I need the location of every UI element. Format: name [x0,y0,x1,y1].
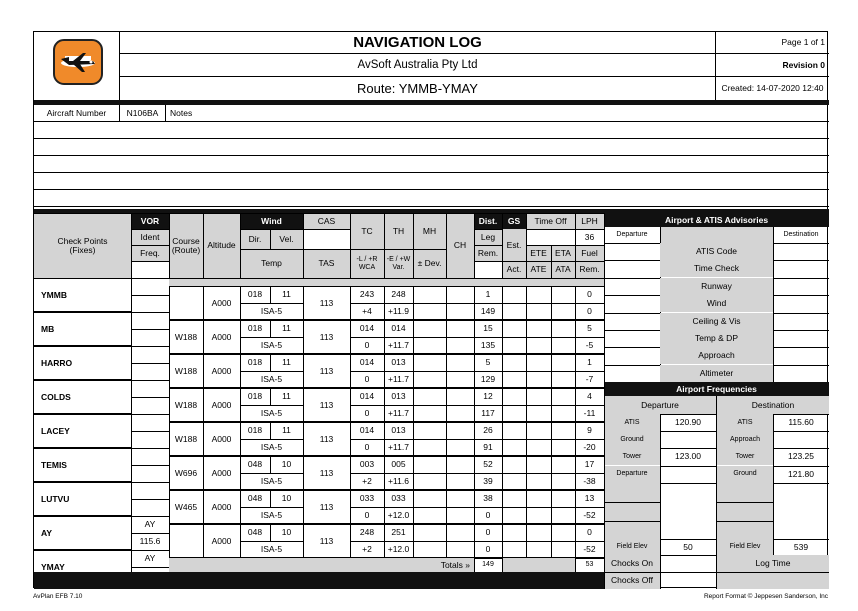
freq-dest-value: 123.25 [788,451,814,462]
notes-label: Notes [170,107,193,118]
leg-th: 013 [391,391,406,402]
header-fuel-rem: Rem. [575,261,604,278]
leg-dist-rem: 129 [480,374,496,385]
fix-freq: 115.6 [139,536,161,547]
leg-tas: 113 [319,467,334,478]
leg-route: W188 [174,365,198,376]
footer-right: Report Format © Jeppesen Sanderson, Inc [703,592,828,600]
header-wind: Wind [240,213,303,229]
leg-var: +11.7 [388,408,409,419]
leg-altitude: A000 [211,331,232,342]
fix-ident: AY [144,519,156,530]
leg-dist-rem: 91 [483,442,493,453]
leg-tc: 033 [359,493,375,504]
header-ata: ATA [551,261,575,278]
leg-route: W696 [174,467,198,478]
leg-wind-vel: 11 [282,357,291,368]
leg-dist: 26 [483,425,493,436]
freq-dest-label: Tower [717,448,773,465]
leg-fuel: 1 [587,357,592,368]
leg-var: +12.0 [387,544,410,555]
leg-fuel-rem: -11 [583,408,596,419]
leg-temp: ISA-5 [260,544,283,555]
airplane-icon [55,41,101,83]
header-freq: Freq. [131,245,169,261]
leg-fuel: 4 [587,391,592,402]
atis-item: Approach [660,347,773,364]
chocks-off-label: Chocks Off [604,572,660,589]
fix-freq [131,499,169,516]
freq-departure-header: Departure [604,396,716,414]
leg-var: +11.7 [388,340,409,351]
leg-route: W465 [174,501,198,512]
totals-label: Totals » [169,558,474,572]
aircraft-number-label: Aircraft Number [46,107,107,118]
leg-wind-dir: 048 [247,493,263,504]
header-rem: Rem. [474,245,502,261]
totals-dist: 149 [482,561,494,569]
navigation-log-sheet [33,31,828,588]
leg-altitude: A000 [211,297,232,308]
freq-dest-label: ATIS [717,414,773,431]
leg-wind-vel: 10 [281,493,292,504]
atis-item: Runway [660,278,773,295]
fix-name: YMMB [41,289,67,300]
dep-field-elev-label: Field Elev [604,539,660,555]
leg-temp: ISA-5 [260,374,283,385]
header-time-off: Time Off [526,213,575,229]
leg-wind-dir: 018 [247,357,263,368]
header-ch: CH [446,213,474,278]
leg-wind-dir: 048 [247,527,263,538]
header-vor-blank [131,261,169,278]
log-time-label: Log Time [717,555,829,572]
leg-wind-dir: 018 [247,391,263,402]
header-temp: Temp [240,249,303,278]
freq-dep-value: 123.00 [675,451,701,462]
fix-freq [131,465,169,482]
header-vor: VOR [131,213,169,229]
leg-fuel-rem: -38 [583,476,596,487]
header-leg: Leg [474,229,502,245]
fix-ident [131,380,169,397]
leg-var: +11.7 [388,442,409,453]
leg-dist: 5 [485,357,491,368]
leg-wca: +2 [362,476,372,487]
leg-tas: 113 [319,535,334,546]
leg-fuel: 13 [584,493,595,504]
leg-wca: 0 [364,340,370,351]
leg-altitude: A000 [211,467,232,478]
leg-dist: 1 [485,289,491,300]
leg-th: 013 [391,425,406,436]
leg-tc: 014 [359,323,375,334]
fix-name: MB [41,323,55,334]
page-number: Page 1 of 1 [781,37,825,48]
freq-dest-label: Approach [717,431,773,448]
header-cas: CAS [303,213,350,229]
header-tas: TAS [303,249,350,278]
leg-fuel-rem: -52 [583,544,596,555]
leg-wca: +2 [362,544,372,555]
leg-dist-rem: 135 [480,340,496,351]
atis-item: Altimeter [660,365,773,382]
freq-dest-value: 121.80 [788,468,814,479]
leg-var: +11.6 [388,476,409,487]
leg-tas: 113 [319,365,334,376]
leg-wind-vel: 11 [282,391,291,402]
leg-wind-vel: 10 [281,527,292,538]
aircraft-number: N106BA [126,107,159,118]
header-check-points: Check Points (Fixes) [34,213,131,278]
freq-dep-value [660,466,716,483]
leg-tc: 003 [359,459,375,470]
header-mh: MH [413,213,446,249]
fix-freq [131,329,169,346]
atis-departure-label: Departure [616,231,648,239]
route-title: Route: YMMB-YMAY [357,80,478,96]
leg-fuel-rem: -5 [585,340,594,351]
leg-tc: 014 [359,357,375,368]
leg-tas: 113 [319,501,334,512]
fix-ident [131,346,169,363]
leg-wind-dir: 018 [247,289,263,300]
header-tc: TC [350,213,384,249]
leg-route: W188 [174,331,198,342]
leg-route [169,286,203,320]
dep-field-elev: 50 [683,541,693,552]
lph-value: 36 [584,231,595,242]
leg-route: W188 [174,433,198,444]
fix-freq [131,431,169,448]
leg-th: 251 [391,527,406,538]
atis-header-blank [660,227,773,243]
totals-blank [502,558,575,572]
log-time-blank [717,572,829,589]
leg-temp: ISA-5 [260,510,283,521]
atis-item: ATIS Code [660,243,773,260]
header-var: -E / +W Var. [384,249,413,278]
leg-fuel: 5 [587,323,592,334]
leg-fuel-rem: 0 [587,306,592,317]
leg-temp: ISA-5 [260,408,283,419]
atis-item: Time Check [660,260,773,277]
leg-var: +11.7 [388,374,409,385]
leg-dist: 38 [483,493,493,504]
header-altitude: Altitude [203,213,240,278]
fix-freq [131,397,169,414]
leg-altitude: A000 [211,535,232,546]
leg-dist-rem: 0 [485,544,491,555]
freq-dep-label: Tower [604,448,660,465]
header-ate: ATE [526,261,551,278]
header-th: TH [384,213,413,249]
leg-wca: +4 [362,306,372,317]
header-vel: Vel. [270,229,303,249]
leg-wca: 0 [364,510,370,521]
atis-item: Wind [660,295,773,312]
leg-wind-vel: 11 [282,289,291,300]
leg-altitude: A000 [211,501,232,512]
fix-freq [131,295,169,312]
atis-destination-label: Destination [783,231,819,239]
leg-dist-rem: 117 [481,408,495,419]
header-lph: LPH [575,213,604,229]
leg-route [169,524,203,558]
header-act: Act. [502,261,526,278]
leg-wca: 0 [364,408,370,419]
header-time-off-blank [526,229,575,245]
freq-dep-label: ATIS [604,414,660,431]
dest-field-elev: 539 [793,541,809,552]
leg-wind-dir: 018 [247,425,263,436]
leg-tc: 243 [359,289,375,300]
leg-wind-vel: 11 [282,425,291,436]
dest-field-elev-label: Field Elev [717,539,773,555]
leg-var: +12.0 [387,510,410,521]
header-cas-blank [303,229,350,249]
header-est: Est. [502,229,526,261]
atis-item: Temp & DP [660,330,773,347]
fix-ident: AY [144,553,156,564]
leg-dist: 15 [483,323,493,334]
leg-wind-dir: 018 [247,323,263,334]
leg-fuel: 0 [587,289,592,300]
freq-dep-label: Ground [604,431,660,448]
leg-fuel-rem: -20 [583,442,596,453]
header-dir: Dir. [240,229,270,249]
leg-dist: 0 [485,527,491,538]
leg-th: 014 [391,323,406,334]
fix-name: AY [41,527,53,538]
leg-wind-dir: 048 [247,459,263,470]
header-dist: Dist. [474,213,502,229]
leg-wca: 0 [364,442,370,453]
fix-name: LUTVU [41,493,70,504]
freq-dest-label: Ground [717,466,773,483]
leg-wind-vel: 11 [282,323,291,334]
fix-freq [131,363,169,380]
footer-left: AvPlan EFB 7.10 [33,592,83,600]
header-gs: GS [502,213,526,229]
leg-temp: ISA-5 [260,442,283,453]
leg-fuel-rem: -7 [585,374,594,385]
chocks-on-label: Chocks On [604,555,660,572]
leg-fuel: 9 [587,425,592,436]
fix-ident [131,414,169,431]
fix-name: TEMIS [41,459,67,470]
leg-wca: 0 [364,374,370,385]
freq-dep-value: 120.90 [675,417,701,428]
freq-blank-left [604,483,660,539]
freq-dep-label: Departure [604,466,660,483]
header-eta: ETA [551,245,575,261]
freq-blank-right [717,483,773,539]
created-date: Created: 14-07-2020 12:40 [721,83,824,94]
leg-fuel: 0 [587,527,592,538]
leg-tas: 113 [319,331,334,342]
fix-ident [131,312,169,329]
fix-ident [131,482,169,499]
leg-var: +11.9 [388,306,409,317]
leg-th: 033 [391,493,406,504]
leg-dist-rem: 149 [480,306,496,317]
header-dev: ± Dev. [413,249,446,278]
freq-dest-value: 115.60 [788,417,814,428]
fix-name: HARRO [41,357,73,368]
totals-fuel: 53 [585,561,594,569]
leg-altitude: A000 [211,365,232,376]
leg-th: 248 [391,289,406,300]
header-fuel: Fuel [575,245,604,261]
fix-name: LACEY [41,425,70,436]
fix-ident [131,448,169,465]
atis-item: Ceiling & Vis [660,313,773,330]
leg-temp: ISA-5 [260,306,283,317]
leg-tas: 113 [319,399,334,410]
leg-tas: 113 [319,433,334,444]
leg-dist: 12 [483,391,493,402]
leg-th: 005 [391,459,406,470]
leg-dist-rem: 39 [483,476,493,487]
header-ete: ETE [526,245,551,261]
atis-title: Airport & ATIS Advisories [604,213,829,227]
freq-destination-header: Destination [717,396,829,414]
leg-tc: 014 [359,391,375,402]
page-title: NAVIGATION LOG [353,33,482,51]
leg-temp: ISA-5 [260,340,283,351]
revision: Revision 0 [782,59,825,70]
leg-tas: 113 [319,297,334,308]
leg-temp: ISA-5 [260,476,283,487]
leg-route: W188 [174,399,198,410]
leg-dist: 52 [483,459,493,470]
header-ident: Ident [131,229,169,245]
leg-altitude: A000 [211,399,232,410]
leg-wind-vel: 10 [281,459,292,470]
freq-title: Airport Frequencies [604,382,829,396]
leg-altitude: A000 [211,433,232,444]
leg-fuel-rem: -52 [583,510,596,521]
leg-fuel: 17 [584,459,595,470]
fix-name: COLDS [41,391,71,402]
leg-tc: 248 [359,527,375,538]
leg-top-strip [169,278,604,286]
leg-dist-rem: 0 [485,510,491,521]
header-wca: -L / +R WCA [350,249,384,278]
company-name: AvSoft Australia Pty Ltd [357,58,478,71]
leg-th: 013 [391,357,406,368]
fix-ident [131,278,169,295]
freq-dest-value [773,431,829,448]
leg-tc: 014 [359,425,375,436]
fix-name: YMAY [41,561,65,572]
freq-dep-value [660,431,716,448]
app-logo [53,39,103,85]
header-dist-blank [474,261,502,278]
header-course: Course (Route) [169,213,203,278]
